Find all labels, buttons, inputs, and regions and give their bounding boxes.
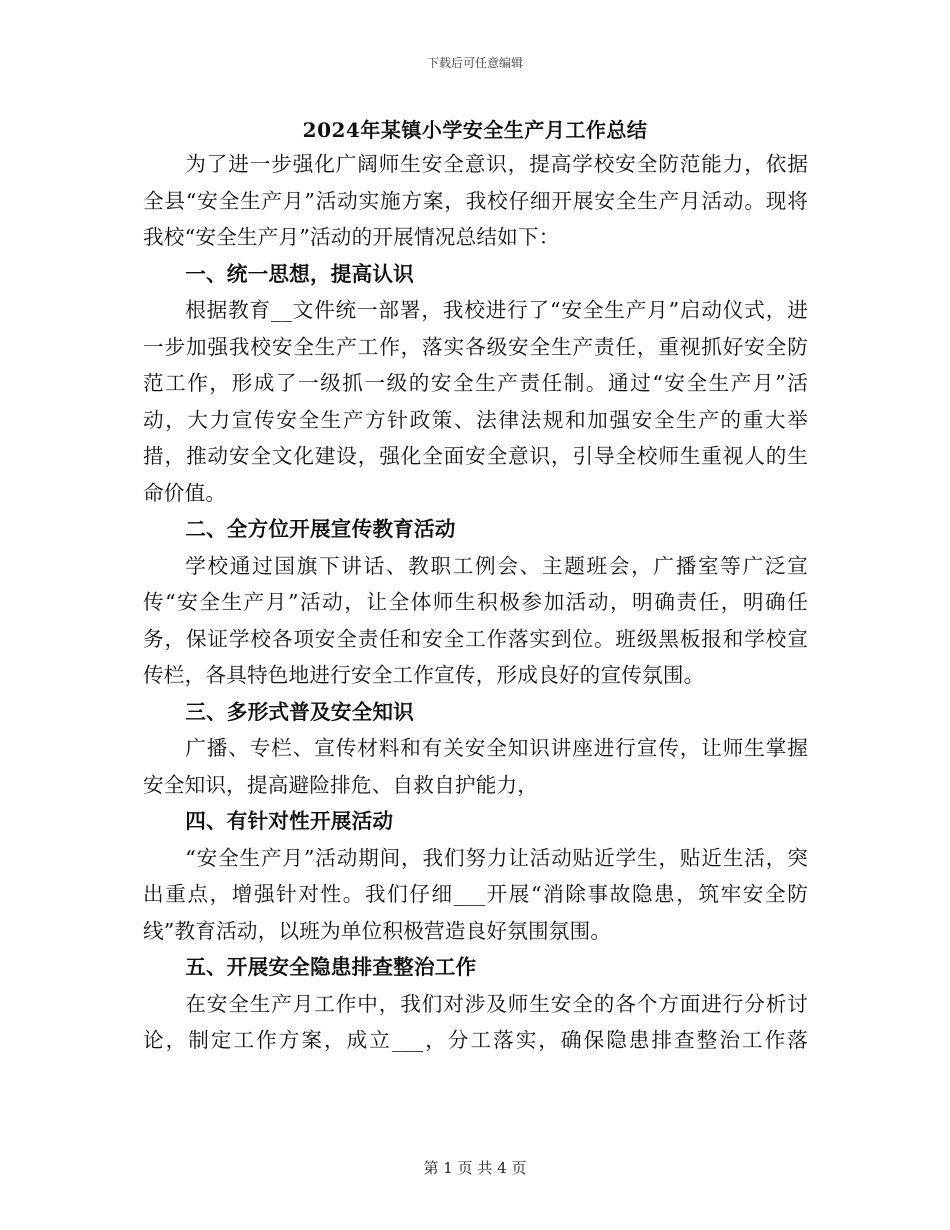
section-heading-5: 五、开展安全隐患排查整治工作 <box>185 955 477 979</box>
section-heading-2: 二、全方位开展宣传教育活动 <box>185 517 456 541</box>
section-heading-1: 一、统一思想，提高认识 <box>185 261 414 286</box>
section-paragraph-5: 在安全生产月工作中，我们对涉及师生安全的各个方面进行分析讨论，制定工作方案，成立___，分工落实，确保隐患排查整治工作落 <box>143 991 808 1052</box>
document-body <box>143 146 808 1059</box>
intro-paragraph: 为了进一步强化广阔师生安全意识，提高学校安全防范能力，依据全县“安全生产月”活动实施方案，我校仔细开展安全生产月活动。现将我校“安全生产月”活动的开展情况总结如下： <box>143 152 808 249</box>
page-header-note: 下载后可任意编辑 <box>426 56 523 70</box>
page-number: 第 1 页 共 4 页 <box>423 1159 527 1177</box>
section-paragraph-4: “安全生产月”活动期间，我们努力让活动贴近学生，贴近生活，突出重点，增强针对性。我们仔细___开展“消除事故隐患，筑牢安全防线”教育活动，以班为单位积极营造良好氛围氛围。 <box>143 845 808 943</box>
section-heading-3: 三、多形式普及安全知识 <box>185 699 414 724</box>
section-paragraph-2: 学校通过国旗下讲话、教职工例会、主题班会，广播室等广泛宣传“安全生产月”活动，让全体师生积极参加活动，明确责任，明确任务，保证学校各项安全责任和安全工作落实到位。班级黑板报和学校宣传栏，各具特色地进行安全工作宣传，形成良好的宣传氛围。 <box>143 553 808 687</box>
section-paragraph-1: 根据教育__文件统一部署，我校进行了“安全生产月”启动仪式，进一步加强我校安全生产工作，落实各级安全生产责任，重视抓好安全防范工作，形成了一级抓一级的安全生产责任制。通过“安全生产月”活动，大力宣传安全生产方针政策、法律法规和加强安全生产的重大举措，推动安全文化建设，强化全面安全意识，引导全校师生重视人的生命价值。 <box>143 298 808 505</box>
document-title: 2024年某镇小学安全生产月工作总结 <box>302 118 648 142</box>
section-paragraph-3: 广播、专栏、宣传材料和有关安全知识讲座进行宣传，让师生掌握安全知识，提高避险排危、自救自护能力， <box>143 736 808 797</box>
section-heading-4: 四、有针对性开展活动 <box>185 809 394 833</box>
